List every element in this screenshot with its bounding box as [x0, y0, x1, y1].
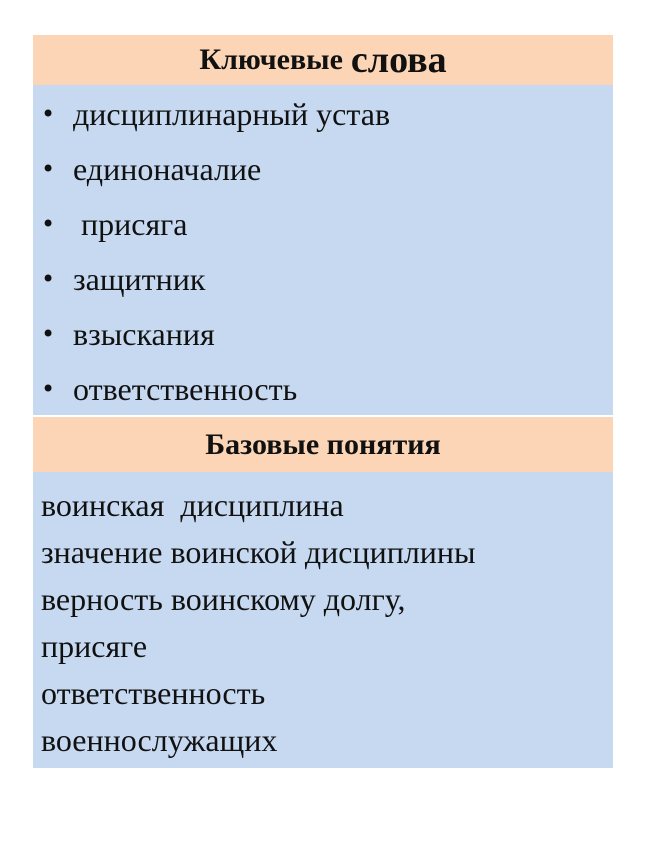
bullet-icon: • [41, 155, 56, 183]
keyword-text: защитник [73, 261, 206, 297]
keywords-header [33, 35, 613, 85]
concept-line: присяге [41, 628, 148, 664]
bullet-icon: • [41, 320, 56, 348]
bullet-icon: • [41, 265, 56, 293]
concept-line: военнослужащих [41, 722, 278, 758]
keyword-text: дисциплинарный устав [73, 96, 391, 132]
keywords-list [33, 85, 613, 417]
bullet-icon: • [41, 375, 56, 403]
keyword-text: ответственность [73, 371, 298, 407]
bullet-icon: • [41, 210, 56, 238]
content-table [33, 35, 613, 768]
bullet-icon: • [41, 100, 56, 128]
keywords-title-part1: Ключевые [199, 43, 343, 76]
list-item [33, 201, 613, 256]
list-item [33, 366, 613, 421]
concept-line: верность воинскому долгу, [41, 581, 406, 617]
concepts-title: Базовые понятия [205, 427, 441, 461]
concepts-body [33, 472, 613, 768]
list-item [33, 256, 613, 311]
concept-line: значение воинской дисциплины [41, 534, 476, 570]
concepts-header [33, 417, 613, 472]
keyword-text: единоначалие [73, 151, 262, 187]
list-item [33, 311, 613, 366]
concept-line: ответственность [41, 675, 266, 711]
concept-line: воинская дисциплина [41, 487, 344, 523]
keyword-text: присяга [73, 206, 188, 242]
list-item [33, 146, 613, 201]
keyword-text: взыскания [73, 316, 215, 352]
keywords-title-part2: слова [350, 39, 447, 81]
list-item [33, 91, 613, 146]
